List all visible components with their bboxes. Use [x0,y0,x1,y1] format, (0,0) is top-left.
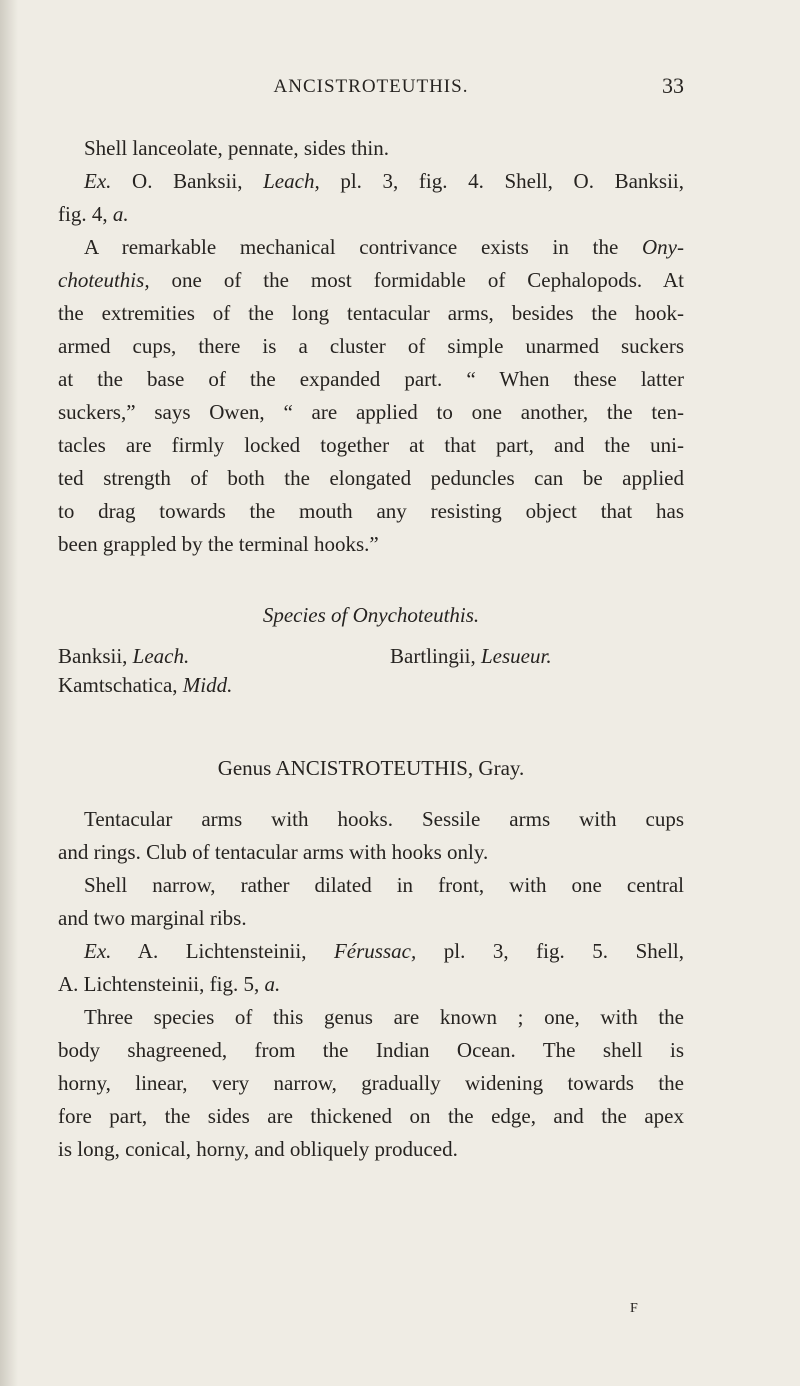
text-line: Tentacular arms with hooks. Sessile arms with cups [84,807,684,831]
text-line: armed cups, there is a cluster of simple unarmed suckers [58,334,684,358]
italic-run: Midd. [182,673,233,697]
text-line [58,265,684,295]
text-line [58,199,684,229]
signature-mark: F [630,1301,639,1316]
text-line: to drag towards the mouth any resisting object that has [58,499,684,523]
text-line: and rings. Club of tentacular arms with hooks only. [58,840,489,864]
italic-run: a. [112,202,129,226]
text-line [58,936,684,966]
species-col2 [390,641,552,671]
species-row [58,670,684,700]
text-run: Bartlingii, [390,644,481,668]
species-heading [58,600,684,630]
text-run: pl. 3, fig. 5. Shell, [416,939,684,963]
italic-run: Ex. [84,169,112,193]
text-line: the extremities of the long tentacular arms, besides the hook- [58,301,684,325]
text-line [58,969,684,999]
italic-run: Lesueur. [481,644,552,668]
text-line: fore part, the sides are thickened on the edge, and the apex [58,1104,684,1128]
italic-run: Ex. [84,939,112,963]
text-line: body shagreened, from the Indian Ocean. The shell is [58,1038,684,1062]
genus-heading: Genus ANCISTROTEUTHIS, Gray. [217,756,525,780]
text-line [58,166,684,196]
text-line: been grappled by the terminal hooks.” [58,532,379,556]
italic-run: Species of Onychoteuthis. [262,603,480,627]
text-line: horny, linear, very narrow, gradually widening towards the [58,1071,684,1095]
text-run: one of the most formidable of Cephalopods. At [149,268,684,292]
italic-run: Leach. [132,644,190,668]
page-gutter-shadow [0,0,18,1386]
text-line: and two marginal ribs. [58,906,247,930]
italic-run: Ony- [642,235,684,259]
text-line: is long, conical, horny, and obliquely produced. [58,1137,458,1161]
text-line: suckers,” says Owen, “ are applied to one another, the ten- [58,400,684,424]
text-run: fig. 4, [58,202,113,226]
italic-run: a. [264,972,281,996]
text-line [58,133,684,163]
italic-run: choteuthis, [58,268,150,292]
text-run: Kamtschatica, [58,673,183,697]
text-line: ted strength of both the elongated peduncles can be applied [58,466,684,490]
text-line: tacles are firmly locked together at that part, and the uni- [58,433,684,457]
text-line: at the base of the expanded part. “ When these latter [58,367,684,391]
text-run: A remarkable mechanical contrivance exists in the [84,235,643,259]
page-number: 33 [662,73,684,98]
text-run: pl. 3, fig. 4. Shell, O. Banksii, [319,169,684,193]
running-head-title: ANCISTROTEUTHIS. [273,76,469,97]
text-run: A. Lichtensteinii, fig. 5, [58,972,265,996]
text-run: Shell lanceolate, pennate, sides thin. [84,136,389,160]
italic-run: Leach, [263,169,320,193]
running-head [58,73,684,106]
text-line: Shell narrow, rather dilated in front, with one central [84,873,684,897]
text-run: O. Banksii, [111,169,264,193]
species-row [58,641,684,671]
text-line [58,232,684,262]
text-run: A. Lichtensteinii, [111,939,334,963]
text-run: Banksii, [58,644,133,668]
text-line: Three species of this genus are known ; one, with the [84,1005,684,1029]
italic-run: Férussac, [333,939,417,963]
